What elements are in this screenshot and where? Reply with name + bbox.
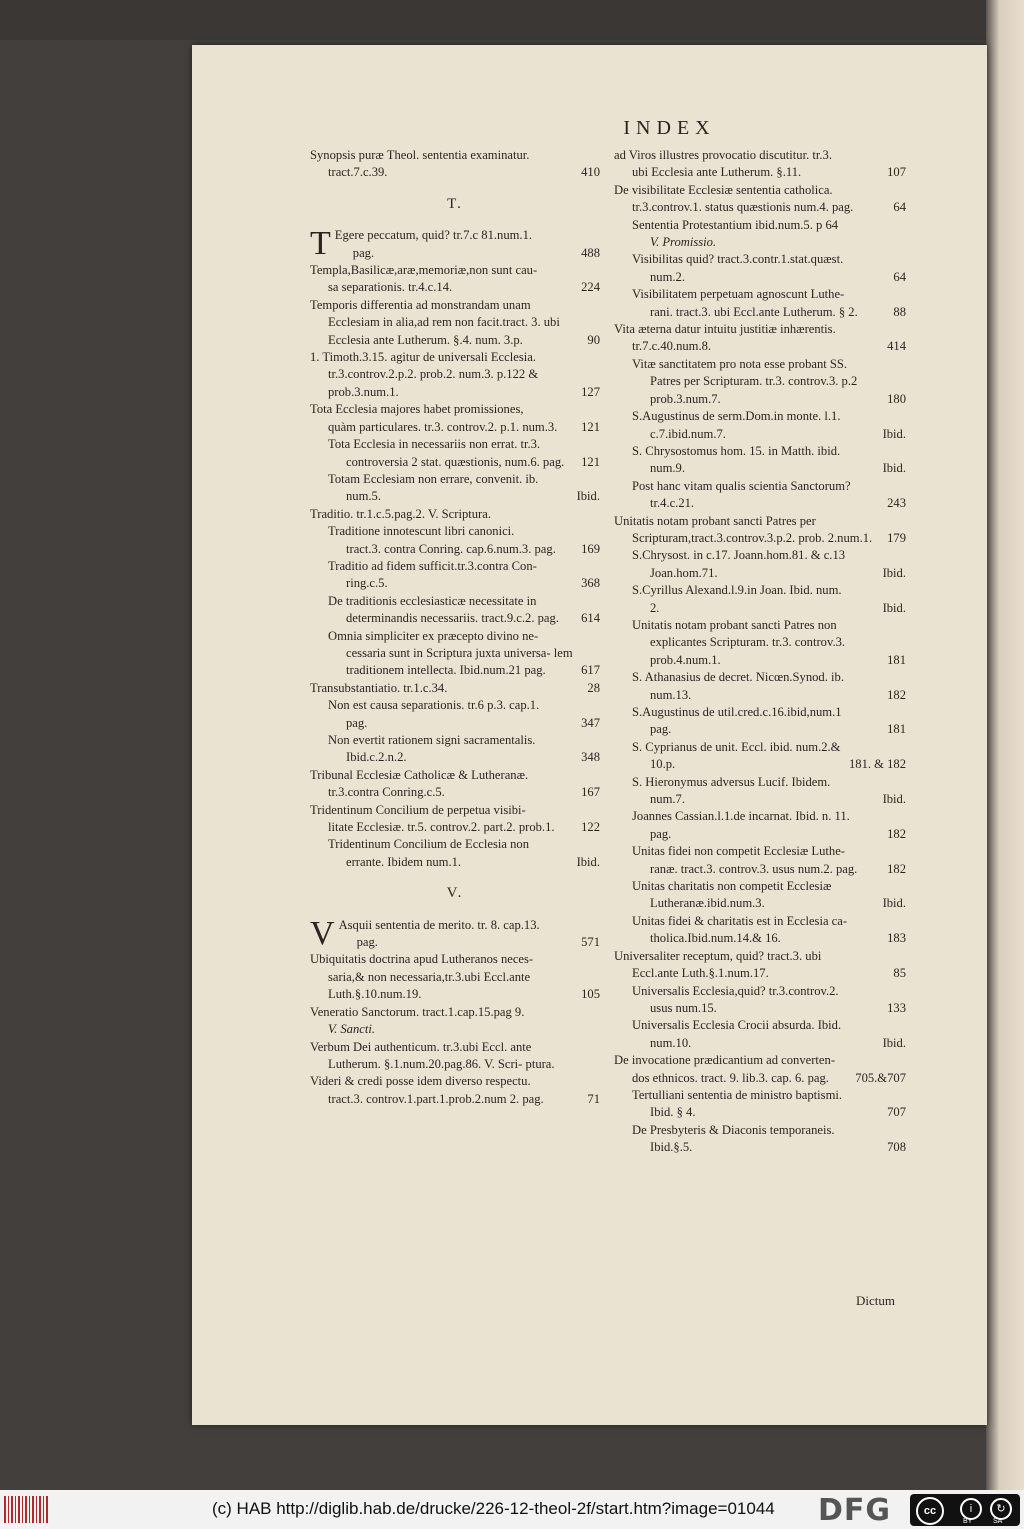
cc-icon: cc: [916, 1497, 944, 1525]
index-entry: T Egere peccatum, quid? tr.7.c 81.num.1. pag. 488: [310, 225, 600, 263]
index-entry: Traditio. tr.1.c.5.pag.2. V. Scriptura.: [310, 506, 491, 521]
index-entry: Tribunal Ecclesiæ Catholicæ & Lutheranæ. tr.3.contra Conring.c.5. 167: [310, 767, 600, 800]
index-entry: Temporis differentia ad monstrandam unam Ecclesiam in alia,ad rem non facit.tract. 3. ubi Ecclesia ante Lutherum. §.4. num. 3.p. 90: [310, 297, 600, 347]
share-alike-icon: ↻: [990, 1498, 1012, 1520]
drop-cap: V: [310, 914, 335, 952]
index-entry: S.Augustinus de util.cred.c.16.ibid,num.1 pag. 181: [632, 705, 906, 737]
scan-background-top: [0, 0, 1024, 40]
index-entry: V Asquii sententia de merito. tr. 8. cap.13. pag. 571: [310, 914, 600, 952]
running-head: INDEX: [623, 117, 716, 139]
index-entry: S.Cyrillus Alexand.l.9.in Joan. Ibid. num. 2. Ibid.: [632, 583, 906, 615]
index-entry: Videri & credi posse idem diverso respectu. tract.3. controv.1.part.1.prob.2.num 2. pag. 71: [310, 1074, 600, 1106]
index-entry: Universalis Ecclesia,quid? tr.3.controv.2. usus num.15. 133: [632, 983, 906, 1015]
index-entry: S.Chrysost. in c.17. Joann.hom.81. & c.13 Joan.hom.71. Ibid.: [632, 548, 906, 580]
copyright-link[interactable]: (c) HAB http://diglib.hab.de/drucke/226-12-theol-2f/start.htm?image=01044: [212, 1499, 775, 1518]
drop-cap: T: [310, 225, 331, 263]
book-page: [192, 45, 987, 1425]
index-entry: Tridentinum Concilium de Ecclesia non errante. Ibidem num.1. Ibid.: [328, 837, 600, 869]
index-entry: Totam Ecclesiam non errare, convenit. ib. num.5. Ibid.: [328, 471, 600, 504]
index-entry: De Presbyteris & Diaconis temporaneis. Ibid.§.5. 708: [632, 1122, 906, 1155]
right-column: [614, 147, 906, 1157]
index-entry: Non evertit rationem signi sacramentalis. Ibid.c.2.n.2. 348: [328, 733, 600, 765]
index-entry: ad Viros illustres provocatio discutitur. tr.3. ubi Ecclesia ante Lutherum. §.11. 107: [614, 148, 906, 180]
index-entry: Omnia simpliciter ex præcepto divino ne- cessaria sunt in Scriptura juxta universa- lem traditionem intellecta. Ibid.num.21 pag. 617: [328, 628, 600, 678]
index-entry: Unitas charitatis non competit Ecclesiæ Lutheranæ.ibid.num.3. Ibid.: [632, 879, 906, 911]
index-entry: 1. Timoth.3.15. agitur de universali Ecclesia. tr.3.controv.2.p.2. prob.2. num.3. p.122 & prob.3.num.1. 127: [310, 350, 600, 399]
by-label: BY: [963, 1518, 973, 1525]
section-letter-t: T.: [447, 195, 463, 212]
index-entry: Visibilitas quid? tract.3.contr.1.stat.quæst. num.2. 64: [632, 252, 906, 284]
index-entry: S. Chrysostomus hom. 15. in Matth. ibid. num.9. Ibid.: [632, 443, 906, 476]
index-entry: Tota Ecclesia majores habet promissiones, quàm particulares. tr.3. controv.2. p.1. num.3. 121: [310, 402, 600, 434]
index-entry: Joannes Cassian.l.1.de incarnat. Ibid. n. 11. pag. 182: [632, 809, 906, 841]
index-entry: Unitatis notam probant sancti Patres non explicantes Scripturam. tr.3. controv.3. prob.4.num.1. 181: [632, 617, 906, 667]
index-entry: Universalis Ecclesia Crocii absurda. Ibid. num.10. Ibid.: [632, 1018, 906, 1050]
index-entry: Unitas fidei non competit Ecclesiæ Luthe- ranæ. tract.3. controv.3. usus num.2. pag. 182: [632, 844, 906, 876]
index-entry: Veneratio Sanctorum. tract.1.cap.15.pag 9. V. Sancti.: [310, 1004, 525, 1037]
section-letter-v: V.: [446, 885, 464, 902]
viewer-footer: [0, 1490, 1024, 1529]
index-entry: Traditione innotescunt libri canonici. tract.3. contra Conring. cap.6.num.3. pag. 169: [328, 524, 600, 556]
index-entry: Vitæ sanctitatem pro nota esse probant SS. Patres per Scripturam. tr.3. controv.3. p.2 prob.3.num.7. 180: [632, 356, 906, 406]
index-entry: Non est causa separationis. tr.6 p.3. cap.1. pag. 347: [328, 698, 600, 730]
catchword: Dictum: [856, 1293, 895, 1308]
barcode-icon: [4, 1496, 48, 1523]
index-entry: Tertulliani sententia de ministro baptismi. Ibid. § 4. 707: [632, 1087, 906, 1120]
index-entry: Visibilitatem perpetuam agnoscunt Luthe- rani. tract.3. ubi Eccl.ante Lutherum. § 2. 88: [632, 287, 906, 319]
index-entry: Ubiquitatis doctrina apud Lutheranos neces- saria,& non necessaria,tr.3.ubi Eccl.ante Luth.§.10.num.19. 105: [310, 952, 600, 1002]
index-entry: Universaliter receptum, quid? tract.3. ubi Eccl.ante Luth.§.1.num.17. 85: [614, 948, 906, 981]
index-entry: Vita æterna datur intuitu justitiæ inhærentis. tr.7.c.40.num.8. 414: [614, 322, 906, 354]
index-entry: S. Cyprianus de unit. Eccl. ibid. num.2.& 10.p. 181. & 182: [632, 739, 906, 772]
index-entry: Unitatis notam probant sancti Patres per Scripturam,tract.3.controv.3.p.2. prob. 2.num.1. 179: [614, 513, 906, 545]
index-entry: Tridentinum Concilium de perpetua visibi- litate Ecclesiæ. tr.5. controv.2. part.2. prob.1. 122: [310, 802, 600, 835]
index-entry: Synopsis puræ Theol. sententia examinatur. tract.7.c.39. 410: [310, 148, 600, 180]
facing-page-edge: [986, 0, 1024, 1490]
index-entry: S.Augustinus de serm.Dom.in monte. l.1. c.7.ibid.num.7. Ibid.: [632, 409, 906, 441]
index-entry: Sententia Protestantium ibid.num.5. p 64 V. Promissio.: [632, 217, 839, 250]
dfg-logo: DFG: [818, 1493, 892, 1528]
index-entry: De invocatione prædicantium ad converten- dos ethnicos. tract. 9. lib.3. cap. 6. pag. 705.&707: [614, 1053, 906, 1085]
left-column: [310, 147, 600, 1108]
index-entry: Post hanc vitam qualis scientia Sanctorum? tr.4.c.21. 243: [632, 478, 906, 511]
index-entry: De visibilitate Ecclesiæ sententia catholica. tr.3.controv.1. status quæstionis num.4. pag. 64: [614, 182, 906, 215]
sa-label: SA: [993, 1518, 1003, 1525]
index-entry: Verbum Dei authenticum. tr.3.ubi Eccl. ante Lutherum. §.1.num.20.pag.86. V. Scri- ptura.: [310, 1039, 555, 1071]
index-entry: Tota Ecclesia in necessariis non errat. tr.3. controversia 2 stat. quæstionis, num.6. pag. 121: [328, 437, 600, 469]
index-entry: Templa,Basilicæ,aræ,memoriæ,non sunt cau- sa separationis. tr.4.c.14. 224: [310, 263, 600, 295]
attribution-icon: i: [960, 1498, 982, 1520]
index-entry: Transubstantiatio. tr.1.c.34. 28: [310, 680, 600, 695]
index-entry: S. Hieronymus adversus Lucif. Ibidem. num.7. Ibid.: [632, 774, 906, 807]
index-entry: S. Athanasius de decret. Nicœn.Synod. ib. num.13. 182: [632, 670, 906, 702]
index-entry: De traditionis ecclesiasticæ necessitate in determinandis necessariis. tract.9.c.2. pag. 614: [328, 593, 600, 626]
index-entry: Unitas fidei & charitatis est in Ecclesia ca- tholica.Ibid.num.14.& 16. 183: [632, 913, 906, 946]
index-entry: Traditio ad fidem sufficit.tr.3.contra Con- ring.c.5. 368: [328, 558, 600, 591]
cc-license-badge[interactable]: [910, 1494, 1020, 1526]
